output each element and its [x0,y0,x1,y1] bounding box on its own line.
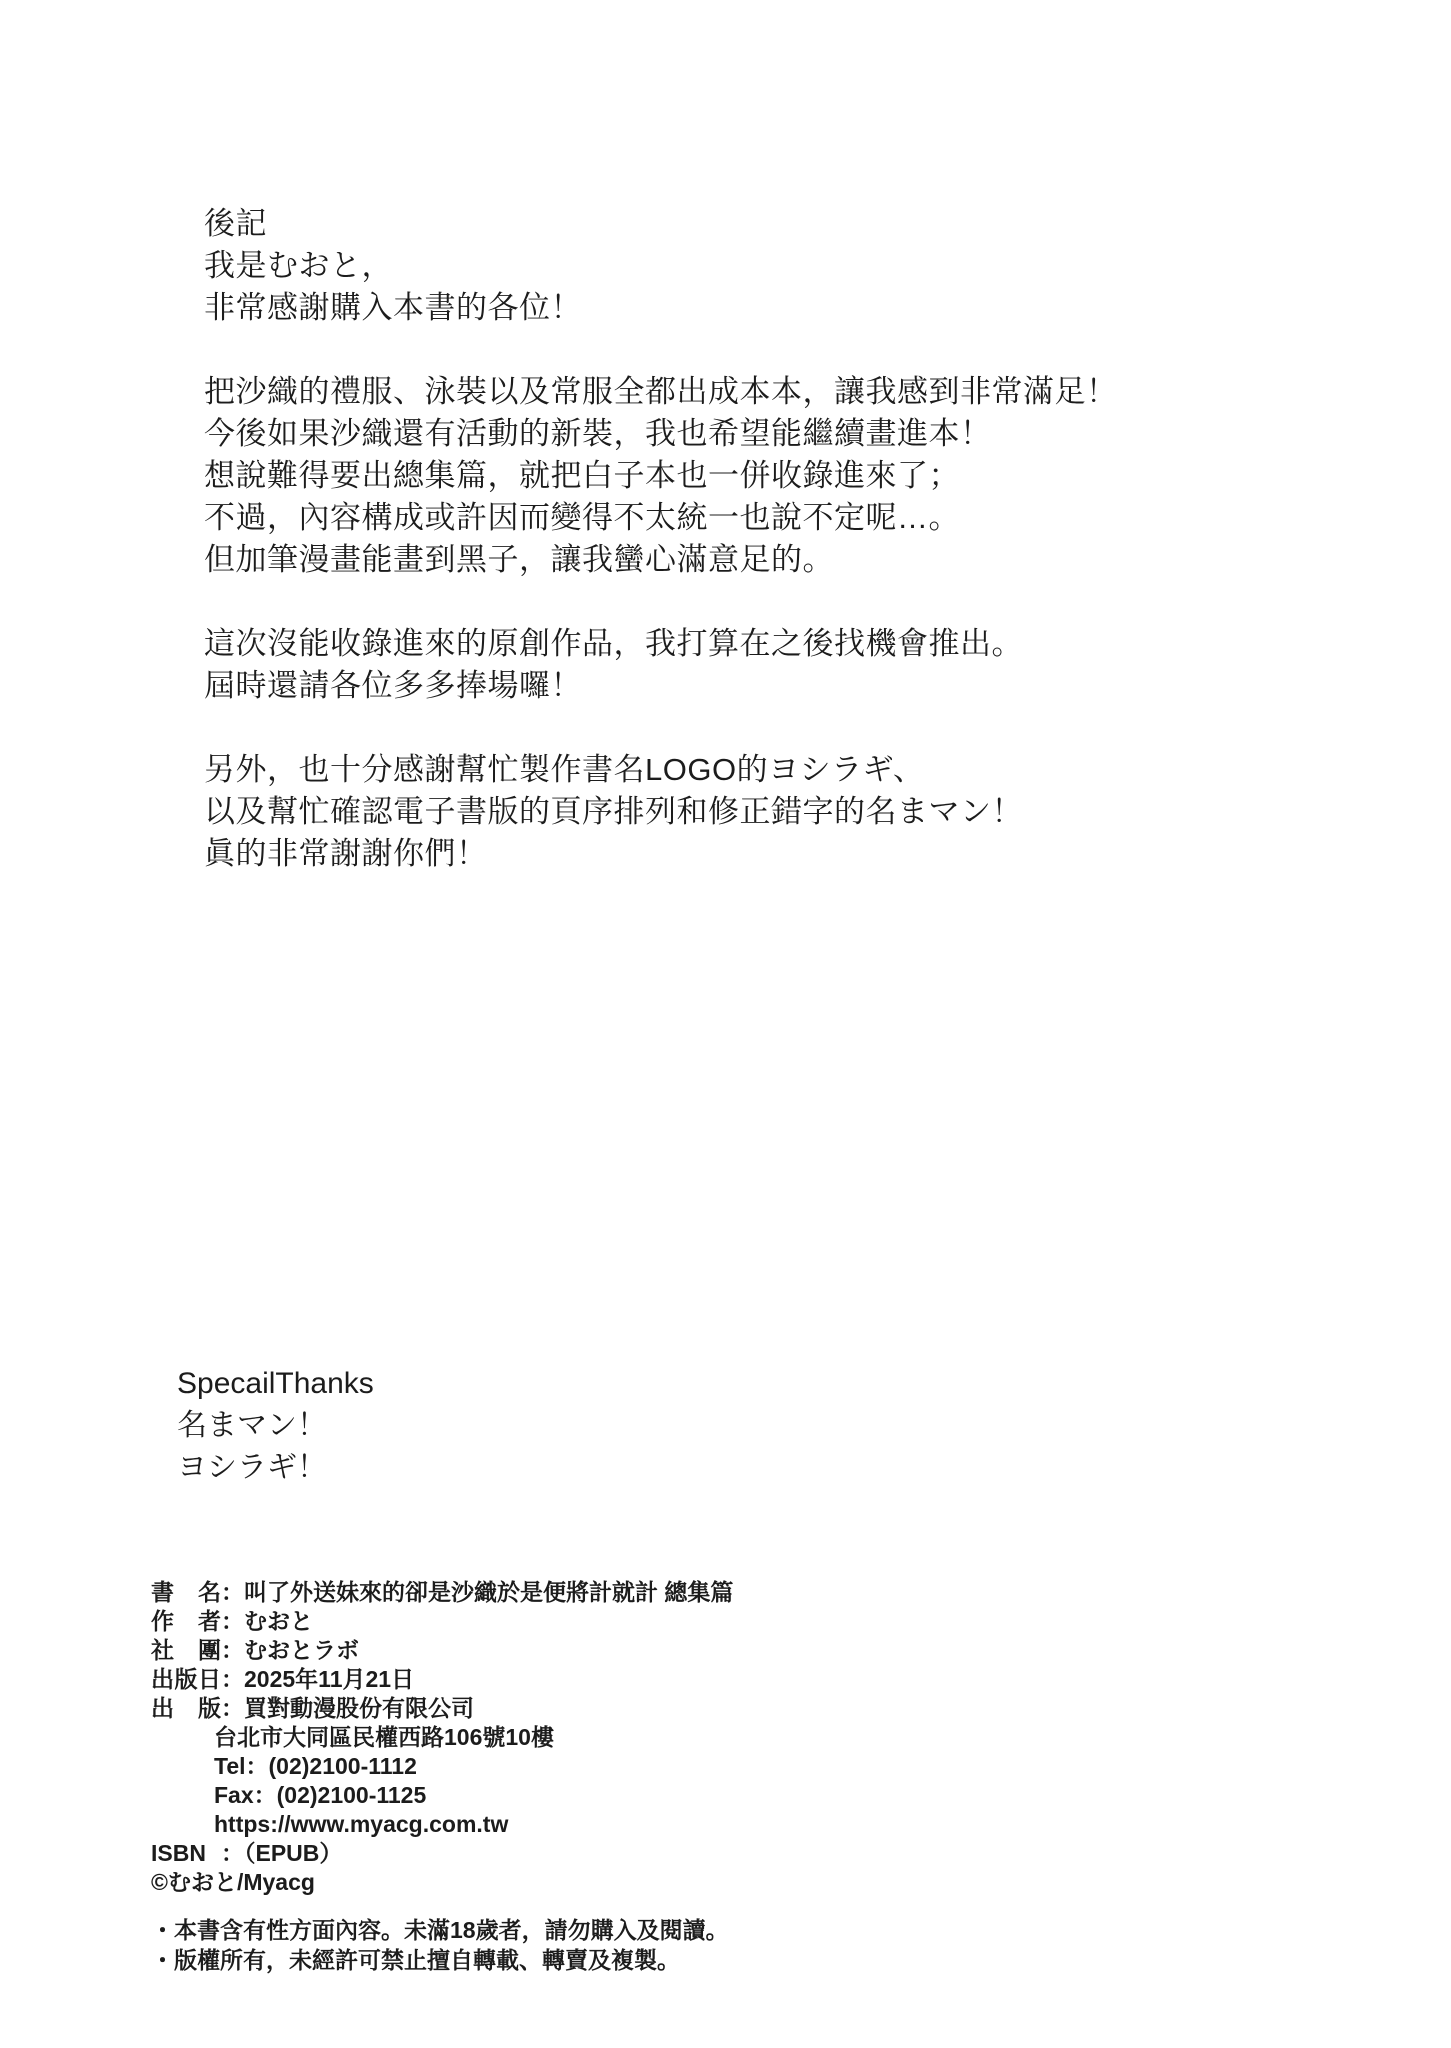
colophon-row-author [151,1607,733,1636]
afterword-paragraph-future [204,623,1118,707]
afterword-line: 今後如果沙織還有活動的新裝，我也希望能繼續畫進本！ [204,416,992,451]
afterword-paragraph-thanks [204,749,1118,875]
colophon-label: 出版日 [151,1666,221,1692]
afterword-paragraph-contents [204,371,1118,581]
colophon-row-title [151,1578,733,1607]
colophon-value: ：買對動漫股份有限公司 [221,1695,474,1721]
afterword-section [204,203,1118,875]
afterword-title: 後記 [204,206,267,241]
isbn-label: ISBN [151,1840,206,1866]
colophon-value: ：むおと [221,1608,313,1634]
notice-adult-content: ・本書含有性方面內容。未滿18歲者，請勿購入及閱讀。 [151,1917,729,1943]
special-thanks-name: ヨシラギ！ [177,1451,327,1484]
publisher-fax: Fax：(02)2100-1125 [214,1782,427,1808]
afterword-line: 但加筆漫畫能畫到黑子，讓我蠻心滿意足的。 [204,542,834,577]
afterword-line: 眞的非常謝謝你們！ [204,836,488,871]
afterword-line: 以及幫忙確認電子書版的頁序排列和修正錯字的名まマン！ [204,794,1023,829]
afterword-line: 另外，也十分感謝幫忙製作書名LOGO的ヨシラギ、 [204,752,925,787]
afterword-line: 不過，內容構成或許因而變得不太統一也說不定呢…。 [204,500,960,535]
notice-copyright: ・版權所有，未經許可禁止擅自轉載、轉賣及複製。 [151,1947,680,1973]
colophon-row-pubdate [151,1665,733,1694]
special-thanks-heading: SpecailThanks [177,1367,374,1400]
afterword-line: 想說難得要出總集篇，就把白子本也一併收錄進來了； [204,458,960,493]
publisher-address: 台北市大同區民權西路106號10樓 [214,1724,554,1750]
isbn-row [151,1839,733,1868]
afterword-line: 非常感謝購入本書的各位！ [204,290,582,325]
colophon-label: 出版 [151,1695,221,1721]
colophon-section [151,1578,733,1897]
afterword-line: 把沙織的禮服、泳裝以及常服全都出成本本，讓我感到非常滿足！ [204,374,1118,409]
colophon-row-circle [151,1636,733,1665]
copyright-line: ©むおと/Myacg [151,1869,315,1895]
colophon-label: 作者 [151,1608,221,1634]
isbn-value: ：（EPUB） [221,1840,343,1866]
colophon-value: ：2025年11月21日 [221,1666,415,1692]
colophon-label: 社團 [151,1637,221,1663]
colophon-row-publisher [151,1694,733,1723]
afterword-paragraph-intro [204,245,1118,329]
publisher-tel: Tel：(02)2100-1112 [214,1753,417,1779]
colophon-value: ：叫了外送妹來的卻是沙織於是便將計就計 總集篇 [221,1579,734,1605]
special-thanks-section [177,1363,374,1489]
publisher-url: https://www.myacg.com.tw [214,1811,509,1837]
afterword-line: 我是むおと， [204,248,393,283]
afterword-line: 屆時還請各位多多捧場囉！ [204,668,582,703]
special-thanks-name: 名まマン！ [177,1409,327,1442]
colophon-value: ：むおとラボ [221,1637,359,1663]
colophon-label: 書名 [151,1579,221,1605]
afterword-line: 這次沒能收錄進來的原創作品，我打算在之後找機會推出。 [204,626,1023,661]
notices-section [151,1915,729,1975]
